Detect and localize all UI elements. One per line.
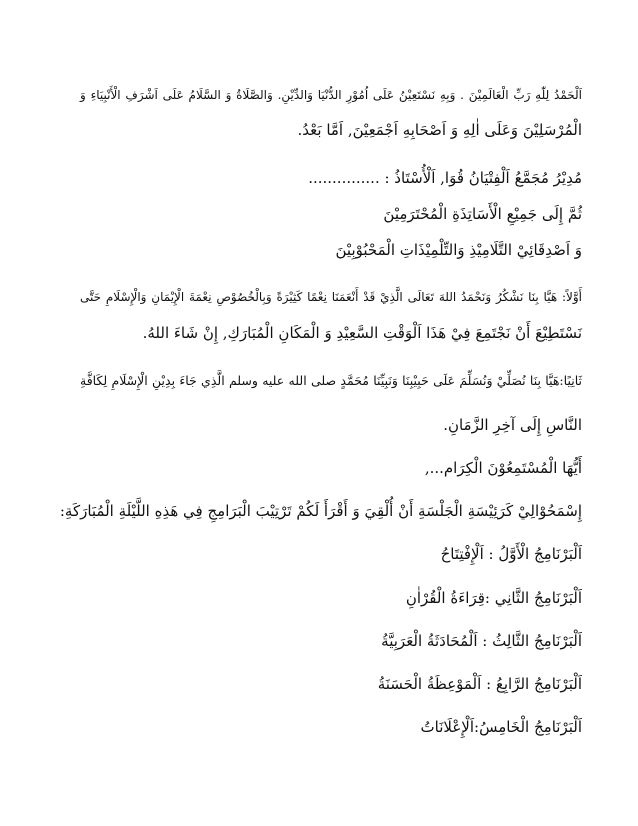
- agenda-item-2: اَلْبَرْنَامِجُ الثَّانِي :قِرَاءَةُ الْقُرْاٰنِ: [405, 589, 582, 607]
- second-point-line-2: النَّاسِ إِلَى آخِرِ الزَّمَانِ.: [443, 416, 582, 434]
- agenda-intro-line: إِسْمَحُوْالِيْ كَرَئِيْسَةِ الْجَلْسَةِ أَنْ أُلْقِيَ وَ أَقْرَأَ لَكُمْ تَرْتِيْبَ الْبَرَامِجِ فِي هَذِهِ اللَّيْلَةِ الْمُبَارَكَةِ:: [59, 502, 582, 520]
- greeting-teachers-line: ثُمَّ إِلَى جَمِيْعِ الْأَسَاتِذَةِ الْمُحْتَرَمِيْنَ: [383, 205, 582, 223]
- opening-praise-line-1: اَلْحَمْدُ لِلّٰهِ رَبِّ الْعَالَمِيْنَ . وَبِهِ نَسْتَعِيْنُ عَلَى اُمُوْرِ الدُّنْيَا وَالدِّيْنِ. وَالصَّلَاةُ وَ السَّلَامُ عَلَى اَشْرَفِ الْأَنْبِيَاءِ وَ: [80, 88, 582, 102]
- greeting-friends-line: وَ اَصْدِقَائِيْ التَّلَامِيْذِ وَالتِّلْمِيْذَاتِ الْمَحْبُوْبِيْنَ: [335, 241, 582, 259]
- second-point-line-1: ثَانِيًا:هَيَّا بِنَا نُصَلِّيْ وَنُسَلِّمَ عَلَى حَبِيْبِنَا وَنَبِيِّنَا مُحَمَّدٍ صلى الله عليه وسلم الَّذِي جَاءَ بِدِيْنِ الْإِسْلَامِ لِكَافَّةِ: [80, 373, 582, 388]
- agenda-item-5: اَلْبَرْنَامِجُ الْخَامِسُ:اَلْإِعْلَانَاتُ: [420, 718, 582, 736]
- first-point-line-2: نَسْتَطِيْعَ أَنْ نَجْتَمِعَ فِيْ هَذَا اَلْوَقْتِ السَّعِيْدِ وَ الْمَكَانِ الْمُبَارَكِ, إِنْ شَاءَ اللهُ.: [142, 324, 582, 342]
- opening-praise-line-2: الْمُرْسَلِيْنَ وَعَلَى اٰلِهِ وَ اَصْحَابِهِ اَجْمَعِيْنَ, اَمَّا بَعْدُ.: [297, 121, 582, 139]
- first-point-line-1: أَوَّلاً: هَيَّا بِنَا نَشْكُرُ وَنَحْمَدُ اللهَ تَعَالَى الَّذِيْ قَدْ أَنْعَمَنَا نِعْمًا كَثِيْرَةً وَبِالْخُصُوْصِ نِعْمَةَ الْإِيْمَانِ وَالْإِسْلَامِ حَتَّى: [80, 290, 582, 304]
- agenda-item-1: اَلْبَرْنَامِجُ الْأَوَّلُ : اَلْإِفْتِتَاحُ: [440, 545, 582, 563]
- audience-address-line: أَيُّهَا الْمُسْتَمِعُوْنَ الْكِرَام...,: [424, 459, 582, 477]
- agenda-item-4: اَلْبَرْنَامِجُ الرَّابِعُ : اَلْمَوْعِظَةُ الْحَسَنَةُ: [377, 675, 582, 693]
- greeting-director-line: مُدِيْرُ مُجَمَّعُ اَلْفِتْيَانُ قُوَا, اَلْأُسْتَاذُ : ...............: [308, 169, 582, 187]
- agenda-item-3: اَلْبَرْنَامِجُ الثَّالِثُ : اَلْمُحَادَثَةُ الْعَرَبِيَّةُ: [381, 632, 582, 650]
